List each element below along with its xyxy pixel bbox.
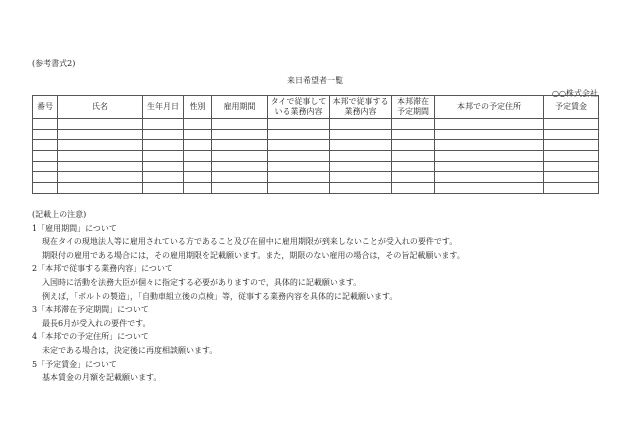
table-cell[interactable] [435,140,544,151]
table-cell[interactable] [212,172,268,183]
table-cell[interactable] [268,183,330,194]
table-cell[interactable] [435,183,544,194]
table-cell[interactable] [58,140,143,151]
table-cell[interactable] [330,161,392,172]
document-title: 来日希望者一覧 [287,76,343,85]
table-header-row [33,96,599,119]
table-cell[interactable] [212,129,268,140]
table-cell[interactable] [268,161,330,172]
table-cell[interactable] [392,161,435,172]
table-cell[interactable] [392,151,435,162]
table-cell[interactable] [143,183,184,194]
table-cell[interactable] [184,151,212,162]
column-header [184,96,212,119]
column-header-line: 予定期間 [397,107,429,116]
table-cell[interactable] [268,119,330,130]
table-cell[interactable] [268,140,330,151]
table-cell[interactable] [435,172,544,183]
table-cell[interactable] [268,151,330,162]
table-cell[interactable] [544,140,599,151]
table-cell[interactable] [212,140,268,151]
table-cell[interactable] [58,129,143,140]
table-cell[interactable] [330,129,392,140]
column-header-line: 業務内容 [344,107,377,116]
table-cell[interactable] [544,172,599,183]
company-name: ○○株式会社 [552,89,598,98]
note-line: 入国時に活動を法務大臣が個々に指定する必要がありますので，具体的に記載願います。 [42,277,362,287]
table-row [33,119,599,130]
column-header-line: 本邦で従事する [332,97,389,106]
column-header [143,96,184,119]
table-cell[interactable] [58,161,143,172]
table-cell[interactable] [544,129,599,140]
table-row [33,151,599,162]
table-row [33,172,599,183]
column-header [33,96,58,119]
table-cell[interactable] [58,151,143,162]
notes-heading: (記載上の注意) [32,210,87,219]
table-cell[interactable] [143,129,184,140]
table-cell[interactable] [435,119,544,130]
column-header-line: 雇用期間 [223,102,256,111]
table-cell[interactable] [268,172,330,183]
column-header [330,96,392,119]
column-header [268,96,330,119]
table-cell[interactable] [330,140,392,151]
table-cell[interactable] [392,129,435,140]
column-header [544,96,599,119]
table-cell[interactable] [435,151,544,162]
note-line: 基本賃金の月額を記載願います。 [42,373,162,383]
table-cell[interactable] [33,140,58,151]
table-row [33,161,599,172]
table-cell[interactable] [392,140,435,151]
table-cell[interactable] [330,172,392,183]
table-row [33,183,599,194]
table-cell[interactable] [330,183,392,194]
column-header-line: 本邦での予定住所 [457,102,521,111]
note-title: 1「雇用期間」について [32,223,117,233]
applicant-table [32,95,599,194]
column-header-line: タイで従事して [270,97,327,106]
note-title: 3「本邦滞在予定期間」について [32,305,149,315]
table-cell[interactable] [143,140,184,151]
table-cell[interactable] [435,129,544,140]
note-line: 未定である場合は，決定後に再度相談願います。 [42,345,218,355]
table-cell[interactable] [212,161,268,172]
note-line: 期限付の雇用である場合には，その雇用期限を記載願います。また，期限のない雇用の場合は，その旨記載願います。 [42,250,465,260]
table-cell[interactable] [330,151,392,162]
column-header-line: 予定賃金 [555,102,587,111]
table-cell[interactable] [544,151,599,162]
table-cell[interactable] [268,129,330,140]
table-cell[interactable] [143,172,184,183]
table-cell[interactable] [143,151,184,162]
table-cell[interactable] [544,183,599,194]
notes-section [32,208,465,385]
column-header-line: 生年月日 [147,102,179,111]
column-header-line: 性別 [189,102,206,111]
table-cell[interactable] [184,119,212,130]
table-cell[interactable] [212,151,268,162]
table-cell[interactable] [33,119,58,130]
note-title: 5「予定賃金」について [32,359,117,369]
table-cell[interactable] [143,119,184,130]
table-cell[interactable] [58,183,143,194]
note-line: 例えば，「ボルトの製造」，「自動車組立後の点検」等，従事する業務内容を具体的に記載願います。 [42,291,398,301]
table-cell[interactable] [58,172,143,183]
column-header-line: 本邦滞在 [397,97,429,106]
table-cell[interactable] [33,151,58,162]
table-row [33,129,599,140]
table-cell[interactable] [33,172,58,183]
table-cell[interactable] [212,183,268,194]
column-header [435,96,544,119]
table-row [33,140,599,151]
table-cell[interactable] [392,172,435,183]
column-header [58,96,143,119]
table-cell[interactable] [58,119,143,130]
column-header-line: 氏名 [92,102,108,111]
column-header-line: いる業務内容 [274,107,323,116]
table-cell[interactable] [392,119,435,130]
table-cell[interactable] [143,161,184,172]
table-cell[interactable] [184,129,212,140]
table-cell[interactable] [184,183,212,194]
column-header-line: 番号 [37,102,53,111]
table-cell[interactable] [544,161,599,172]
table-cell[interactable] [544,119,599,130]
table-cell[interactable] [212,119,268,130]
table-cell[interactable] [184,172,212,183]
note-title: 2「本邦で従事する業務内容」について [32,264,173,274]
table-cell[interactable] [435,161,544,172]
table-cell[interactable] [392,183,435,194]
table-cell[interactable] [330,119,392,130]
form-label: (参考書式2) [32,59,76,68]
note-line: 最長6月が受入れの要件です。 [42,318,151,328]
table-cell[interactable] [33,129,58,140]
note-title: 4「本邦での予定住所」について [32,332,149,342]
column-header [392,96,435,119]
column-header [212,96,268,119]
table-cell[interactable] [33,183,58,194]
note-line: 現在タイの現地法人等に雇用されている方であること及び在留中に雇用期限が到来しないことが受入れの要件です。 [42,237,458,247]
table-cell[interactable] [33,161,58,172]
table-cell[interactable] [184,140,212,151]
table-cell[interactable] [184,161,212,172]
